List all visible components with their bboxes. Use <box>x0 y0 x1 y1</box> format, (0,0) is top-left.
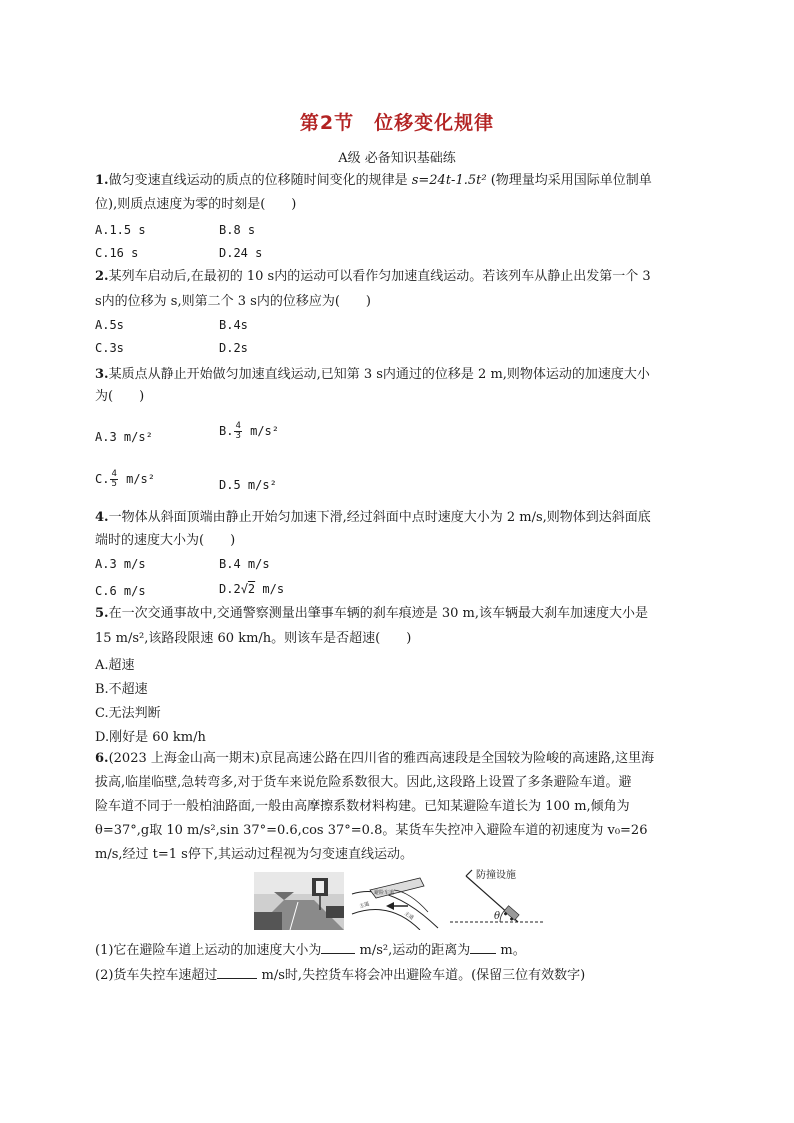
q1-option-d[interactable]: D.24 s <box>219 246 263 260</box>
q2-option-d[interactable]: D.2s <box>219 341 248 355</box>
section-subtitle: A级 必备知识基础练 <box>338 151 456 166</box>
q5-option-b[interactable]: B.不超速 <box>95 682 148 697</box>
answer-blank-speed[interactable] <box>217 966 257 979</box>
q5-option-d[interactable]: D.刚好是 60 km/h <box>95 730 206 745</box>
q2-line1: 2.某列车启动后,在最初的 10 s内的运动可以看作匀加速直线运动。若该列车从静止出发第一个 3 <box>95 269 651 284</box>
q3-b-fraction: $\frac{4}{3}$ <box>235 421 241 441</box>
q2-option-a[interactable]: A.5s <box>95 318 124 332</box>
q4-number: 4. <box>95 510 109 525</box>
q2-number: 2. <box>95 269 109 284</box>
q3-number: 3. <box>95 367 109 382</box>
page-title: 第2节 位移变化规律 <box>299 112 495 134</box>
q4-option-d[interactable]: D.2√2 m/s <box>219 582 285 596</box>
q3-c-fraction: $\frac{4}{5}$ <box>111 469 117 489</box>
q4-line1: 4.一物体从斜面顶端由静止开始匀加速下滑,经过斜面中点时速度大小为 2 m/s,则物体到达斜面底 <box>95 510 651 525</box>
q6-sub1: (1)它在避险车道上运动的加速度大小为 m/s²,运动的距离为 m。 <box>95 943 526 958</box>
q4-line2: 端时的速度大小为( ) <box>95 533 236 548</box>
incline-diagram <box>446 866 546 930</box>
q5-line1: 5.在一次交通事故中,交通警察测量出肇事车辆的刹车痕迹是 30 m,该车辆最大刹车加速度大小是 <box>95 606 648 621</box>
q1-option-b[interactable]: B.8 s <box>219 223 256 237</box>
answer-blank-acceleration[interactable] <box>321 941 355 954</box>
q6-line2: 拔高,临崖临壁,急转弯多,对于货车来说危险系数很大。因此,这段路上设置了多条避险车道。避 <box>95 775 632 790</box>
q1-option-a[interactable]: A.1.5 s <box>95 223 146 237</box>
q2-option-c[interactable]: C.3s <box>95 341 124 355</box>
fig-sign-text: 避险车道 <box>374 890 395 896</box>
q2-option-b[interactable]: B.4s <box>219 318 248 332</box>
q6-line3: 险车道不同于一般柏油路面,一般由高摩擦系数材料构建。已知某避险车道长为 100 m,倾角为 <box>95 799 630 814</box>
barrier-label: 防撞设施 <box>476 870 516 881</box>
theta-label: θ <box>494 911 501 922</box>
q3-option-d[interactable]: D.5 m/s² <box>219 478 277 492</box>
q3-option-c[interactable]: C. $\frac{4}{5}$ m/s² <box>95 469 155 489</box>
q2-line2: s内的位移为 s,则第二个 3 s内的位移应为( ) <box>95 294 371 309</box>
q5-line2: 15 m/s²,该路段限速 60 km/h。则该车是否超速( ) <box>95 631 412 646</box>
truck-icon <box>502 906 519 922</box>
answer-blank-distance[interactable] <box>470 941 496 954</box>
q4-option-a[interactable]: A.3 m/s <box>95 557 146 571</box>
q1-formula: s=24t-1.5t² <box>411 173 487 188</box>
q1-option-c[interactable]: C.16 s <box>95 246 139 260</box>
q3-line1: 3.某质点从静止开始做匀加速直线运动,已知第 3 s内通过的位移是 2 m,则物体运动的加速度大小 <box>95 367 650 382</box>
q5-option-a[interactable]: A.超速 <box>95 658 135 673</box>
q3-line2: 为( ) <box>95 389 145 404</box>
q5-option-c[interactable]: C.无法判断 <box>95 706 161 721</box>
road-schematic-diagram <box>350 872 440 930</box>
q6-number: 6. <box>95 751 109 766</box>
fig-road-label-1: 主道 <box>358 901 371 910</box>
q4-option-b[interactable]: B.4 m/s <box>219 557 270 571</box>
q6-sub2: (2)货车失控车速超过 m/s时,失控货车将会冲出避险车道。(保留三位有效数字) <box>95 968 586 983</box>
q4-option-c[interactable]: C.6 m/s <box>95 584 146 598</box>
fig-road-label-2: 主道 <box>402 910 415 922</box>
q1-line1: 1.做匀变速直线运动的质点的位移随时间变化的规律是 s=24t-1.5t² (物理量均采用国际单位制单 <box>95 173 652 188</box>
q3-option-a[interactable]: A.3 m/s² <box>95 430 153 444</box>
q6-line4: θ=37°,g取 10 m/s²,sin 37°=0.6,cos 37°=0.8。某货车失控冲入避险车道的初速度为 v₀=26 <box>95 823 648 838</box>
escape-ramp-photo <box>254 872 344 930</box>
sqrt-sign-icon: √ <box>240 582 248 596</box>
q6-line5: m/s,经过 t=1 s停下,其运动过程视为匀变速直线运动。 <box>95 847 413 862</box>
q5-number: 5. <box>95 606 109 621</box>
q1-number: 1. <box>95 173 109 188</box>
q1-line2: 位),则质点速度为零的时刻是( ) <box>95 197 297 212</box>
q3-option-b[interactable]: B. $\frac{4}{3}$ m/s² <box>219 421 279 441</box>
q6-line1: 6.(2023 上海金山高一期末)京昆高速公路在四川省的雅西高速段是全国较为险峻的高速路,这里海 <box>95 751 655 766</box>
